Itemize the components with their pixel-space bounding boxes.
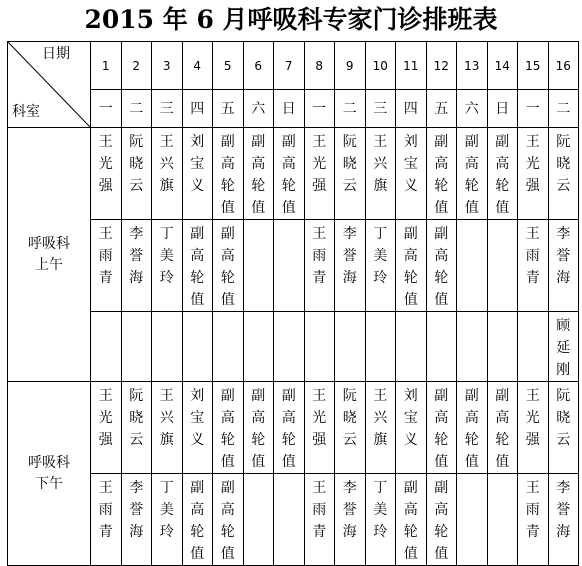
doctor-cell bbox=[182, 220, 213, 312]
weekday-cell: 五 bbox=[213, 90, 244, 128]
schedule-row bbox=[8, 474, 579, 566]
doctor-cell bbox=[396, 312, 427, 382]
doctor-name: 丁美玲 bbox=[373, 226, 388, 286]
weekday-cell: 三 bbox=[152, 90, 183, 128]
doctor-name: 副高轮值 bbox=[403, 226, 418, 308]
date-cell: 9 bbox=[335, 42, 366, 90]
schedule-row bbox=[8, 220, 579, 312]
doctor-cell bbox=[335, 128, 366, 220]
doctor-name: 王光强 bbox=[98, 388, 113, 448]
doctor-name: 李誉海 bbox=[556, 226, 571, 286]
doctor-name: 副高轮值 bbox=[464, 388, 479, 470]
doctor-name: 王兴旗 bbox=[373, 388, 388, 448]
doctor-cell bbox=[121, 220, 152, 312]
doctor-cell bbox=[365, 382, 396, 474]
doctor-cell bbox=[213, 474, 244, 566]
date-cell: 11 bbox=[396, 42, 427, 90]
doctor-cell bbox=[91, 382, 122, 474]
doctor-name: 刘宝义 bbox=[403, 134, 418, 194]
doctor-name: 王光强 bbox=[312, 388, 327, 448]
weekday-cell: 六 bbox=[243, 90, 274, 128]
doctor-cell bbox=[457, 220, 488, 312]
doctor-cell bbox=[457, 312, 488, 382]
date-cell: 1 bbox=[91, 42, 122, 90]
doctor-cell bbox=[335, 474, 366, 566]
weekday-cell: 日 bbox=[487, 90, 518, 128]
doctor-cell bbox=[182, 128, 213, 220]
doctor-name: 副高轮值 bbox=[220, 388, 235, 470]
doctor-name: 副高轮值 bbox=[251, 134, 266, 216]
doctor-name: 副高轮值 bbox=[464, 134, 479, 216]
doctor-cell bbox=[304, 382, 335, 474]
doctor-cell bbox=[274, 474, 305, 566]
doctor-cell bbox=[396, 382, 427, 474]
doctor-cell bbox=[152, 128, 183, 220]
doctor-name: 王兴旗 bbox=[373, 134, 388, 194]
doctor-cell bbox=[274, 312, 305, 382]
doctor-cell bbox=[152, 474, 183, 566]
doctor-name: 阮晓云 bbox=[556, 134, 571, 194]
date-cell: 10 bbox=[365, 42, 396, 90]
doctor-name: 副高轮值 bbox=[281, 388, 296, 470]
doctor-name: 王兴旗 bbox=[159, 388, 174, 448]
weekday-cell: 日 bbox=[274, 90, 305, 128]
doctor-name: 李誉海 bbox=[129, 480, 144, 540]
weekday-cell: 二 bbox=[121, 90, 152, 128]
doctor-cell bbox=[548, 312, 579, 382]
doctor-cell bbox=[487, 128, 518, 220]
doctor-cell bbox=[365, 128, 396, 220]
doctor-name: 王雨青 bbox=[98, 480, 113, 540]
doctor-cell bbox=[548, 128, 579, 220]
doctor-cell bbox=[91, 312, 122, 382]
doctor-cell bbox=[426, 220, 457, 312]
date-cell: 3 bbox=[152, 42, 183, 90]
weekday-cell: 二 bbox=[335, 90, 366, 128]
doctor-name: 李誉海 bbox=[342, 226, 357, 286]
doctor-cell bbox=[487, 220, 518, 312]
doctor-name: 副高轮值 bbox=[495, 388, 510, 470]
doctor-cell bbox=[182, 312, 213, 382]
weekday-cell: 二 bbox=[548, 90, 579, 128]
doctor-cell bbox=[91, 128, 122, 220]
doctor-cell bbox=[213, 312, 244, 382]
doctor-cell bbox=[121, 128, 152, 220]
doctor-name: 副高轮值 bbox=[190, 480, 205, 562]
doctor-cell bbox=[365, 474, 396, 566]
doctor-cell bbox=[487, 474, 518, 566]
doctor-cell bbox=[457, 474, 488, 566]
doctor-cell bbox=[213, 382, 244, 474]
doctor-name: 副高轮值 bbox=[495, 134, 510, 216]
doctor-cell bbox=[487, 312, 518, 382]
doctor-name: 王光强 bbox=[98, 134, 113, 194]
doctor-cell bbox=[426, 128, 457, 220]
doctor-cell bbox=[152, 220, 183, 312]
doctor-cell bbox=[335, 312, 366, 382]
doctor-name: 王雨青 bbox=[312, 480, 327, 540]
doctor-name: 阮晓云 bbox=[342, 134, 357, 194]
doctor-cell bbox=[152, 312, 183, 382]
doctor-cell bbox=[274, 382, 305, 474]
date-cell: 15 bbox=[518, 42, 549, 90]
doctor-cell bbox=[304, 128, 335, 220]
doctor-name: 副高轮值 bbox=[434, 480, 449, 562]
doctor-cell bbox=[243, 474, 274, 566]
weekday-row bbox=[8, 90, 579, 128]
doctor-cell bbox=[518, 128, 549, 220]
doctor-cell bbox=[396, 474, 427, 566]
doctor-cell bbox=[152, 382, 183, 474]
date-cell: 16 bbox=[548, 42, 579, 90]
department-cell: 呼吸科 下午 bbox=[8, 382, 91, 566]
doctor-cell bbox=[243, 382, 274, 474]
doctor-name: 刘宝义 bbox=[190, 134, 205, 194]
doctor-cell bbox=[243, 128, 274, 220]
weekday-cell: 三 bbox=[365, 90, 396, 128]
doctor-cell bbox=[426, 312, 457, 382]
date-cell: 4 bbox=[182, 42, 213, 90]
weekday-cell: 五 bbox=[426, 90, 457, 128]
doctor-name: 副高轮值 bbox=[434, 226, 449, 308]
doctor-cell bbox=[426, 474, 457, 566]
doctor-name: 阮晓云 bbox=[342, 388, 357, 448]
doctor-cell bbox=[518, 220, 549, 312]
doctor-cell bbox=[518, 474, 549, 566]
page-title: 2015 年 6 月呼吸科专家门诊排班表 bbox=[84, 5, 498, 34]
doctor-name: 丁美玲 bbox=[373, 480, 388, 540]
table-corner-header bbox=[8, 42, 91, 128]
doctor-name: 王雨青 bbox=[312, 226, 327, 286]
doctor-name: 阮晓云 bbox=[129, 134, 144, 194]
doctor-cell bbox=[304, 220, 335, 312]
dept-axis-label: 科室 bbox=[12, 104, 40, 120]
doctor-name: 李誉海 bbox=[556, 480, 571, 540]
doctor-name: 副高轮值 bbox=[434, 134, 449, 216]
doctor-cell bbox=[121, 382, 152, 474]
weekday-cell: 六 bbox=[457, 90, 488, 128]
doctor-cell bbox=[396, 220, 427, 312]
doctor-cell bbox=[457, 128, 488, 220]
date-cell: 5 bbox=[213, 42, 244, 90]
doctor-name: 刘宝义 bbox=[403, 388, 418, 448]
doctor-cell bbox=[548, 220, 579, 312]
doctor-cell bbox=[91, 220, 122, 312]
doctor-cell bbox=[121, 312, 152, 382]
doctor-name: 阮晓云 bbox=[129, 388, 144, 448]
schedule-row bbox=[8, 382, 579, 474]
doctor-cell bbox=[182, 474, 213, 566]
doctor-name: 顾延刚 bbox=[556, 318, 571, 378]
doctor-cell bbox=[548, 474, 579, 566]
doctor-name: 刘宝义 bbox=[190, 388, 205, 448]
doctor-cell bbox=[274, 128, 305, 220]
doctor-name: 王兴旗 bbox=[159, 134, 174, 194]
doctor-name: 副高轮值 bbox=[220, 226, 235, 308]
doctor-cell bbox=[548, 382, 579, 474]
doctor-name: 王雨青 bbox=[98, 226, 113, 286]
doctor-cell bbox=[121, 474, 152, 566]
date-cell: 14 bbox=[487, 42, 518, 90]
doctor-cell bbox=[243, 220, 274, 312]
department-cell: 呼吸科 上午 bbox=[8, 128, 91, 382]
doctor-name: 王雨青 bbox=[525, 226, 540, 286]
doctor-cell bbox=[365, 220, 396, 312]
weekday-cell: 四 bbox=[396, 90, 427, 128]
doctor-name: 副高轮值 bbox=[403, 480, 418, 562]
doctor-cell bbox=[335, 220, 366, 312]
date-row bbox=[8, 42, 579, 90]
date-cell: 2 bbox=[121, 42, 152, 90]
date-cell: 8 bbox=[304, 42, 335, 90]
doctor-name: 阮晓云 bbox=[556, 388, 571, 448]
doctor-cell bbox=[274, 220, 305, 312]
doctor-name: 副高轮值 bbox=[220, 480, 235, 562]
date-cell: 7 bbox=[274, 42, 305, 90]
doctor-cell bbox=[91, 474, 122, 566]
date-cell: 6 bbox=[243, 42, 274, 90]
doctor-name: 丁美玲 bbox=[159, 226, 174, 286]
schedule-table bbox=[7, 41, 579, 566]
doctor-name: 李誉海 bbox=[342, 480, 357, 540]
doctor-name: 李誉海 bbox=[129, 226, 144, 286]
doctor-name: 王光强 bbox=[312, 134, 327, 194]
doctor-cell bbox=[365, 312, 396, 382]
weekday-cell: 四 bbox=[182, 90, 213, 128]
doctor-name: 副高轮值 bbox=[251, 388, 266, 470]
doctor-name: 副高轮值 bbox=[281, 134, 296, 216]
date-cell: 13 bbox=[457, 42, 488, 90]
doctor-cell bbox=[457, 382, 488, 474]
doctor-cell bbox=[213, 128, 244, 220]
doctor-cell bbox=[243, 312, 274, 382]
doctor-cell bbox=[426, 382, 457, 474]
date-axis-label: 日期 bbox=[42, 46, 70, 62]
weekday-cell: 一 bbox=[304, 90, 335, 128]
doctor-name: 副高轮值 bbox=[434, 388, 449, 470]
doctor-name: 王光强 bbox=[525, 388, 540, 448]
doctor-name: 王光强 bbox=[525, 134, 540, 194]
date-cell: 12 bbox=[426, 42, 457, 90]
doctor-cell bbox=[335, 382, 366, 474]
doctor-name: 副高轮值 bbox=[190, 226, 205, 308]
doctor-cell bbox=[304, 474, 335, 566]
doctor-cell bbox=[396, 128, 427, 220]
doctor-cell bbox=[518, 382, 549, 474]
doctor-cell bbox=[487, 382, 518, 474]
doctor-cell bbox=[518, 312, 549, 382]
doctor-cell bbox=[304, 312, 335, 382]
weekday-cell: 一 bbox=[518, 90, 549, 128]
doctor-name: 王雨青 bbox=[525, 480, 540, 540]
doctor-cell bbox=[182, 382, 213, 474]
doctor-cell bbox=[213, 220, 244, 312]
schedule-row bbox=[8, 128, 579, 220]
schedule-row bbox=[8, 312, 579, 382]
doctor-name: 副高轮值 bbox=[220, 134, 235, 216]
weekday-cell: 一 bbox=[91, 90, 122, 128]
doctor-name: 丁美玲 bbox=[159, 480, 174, 540]
